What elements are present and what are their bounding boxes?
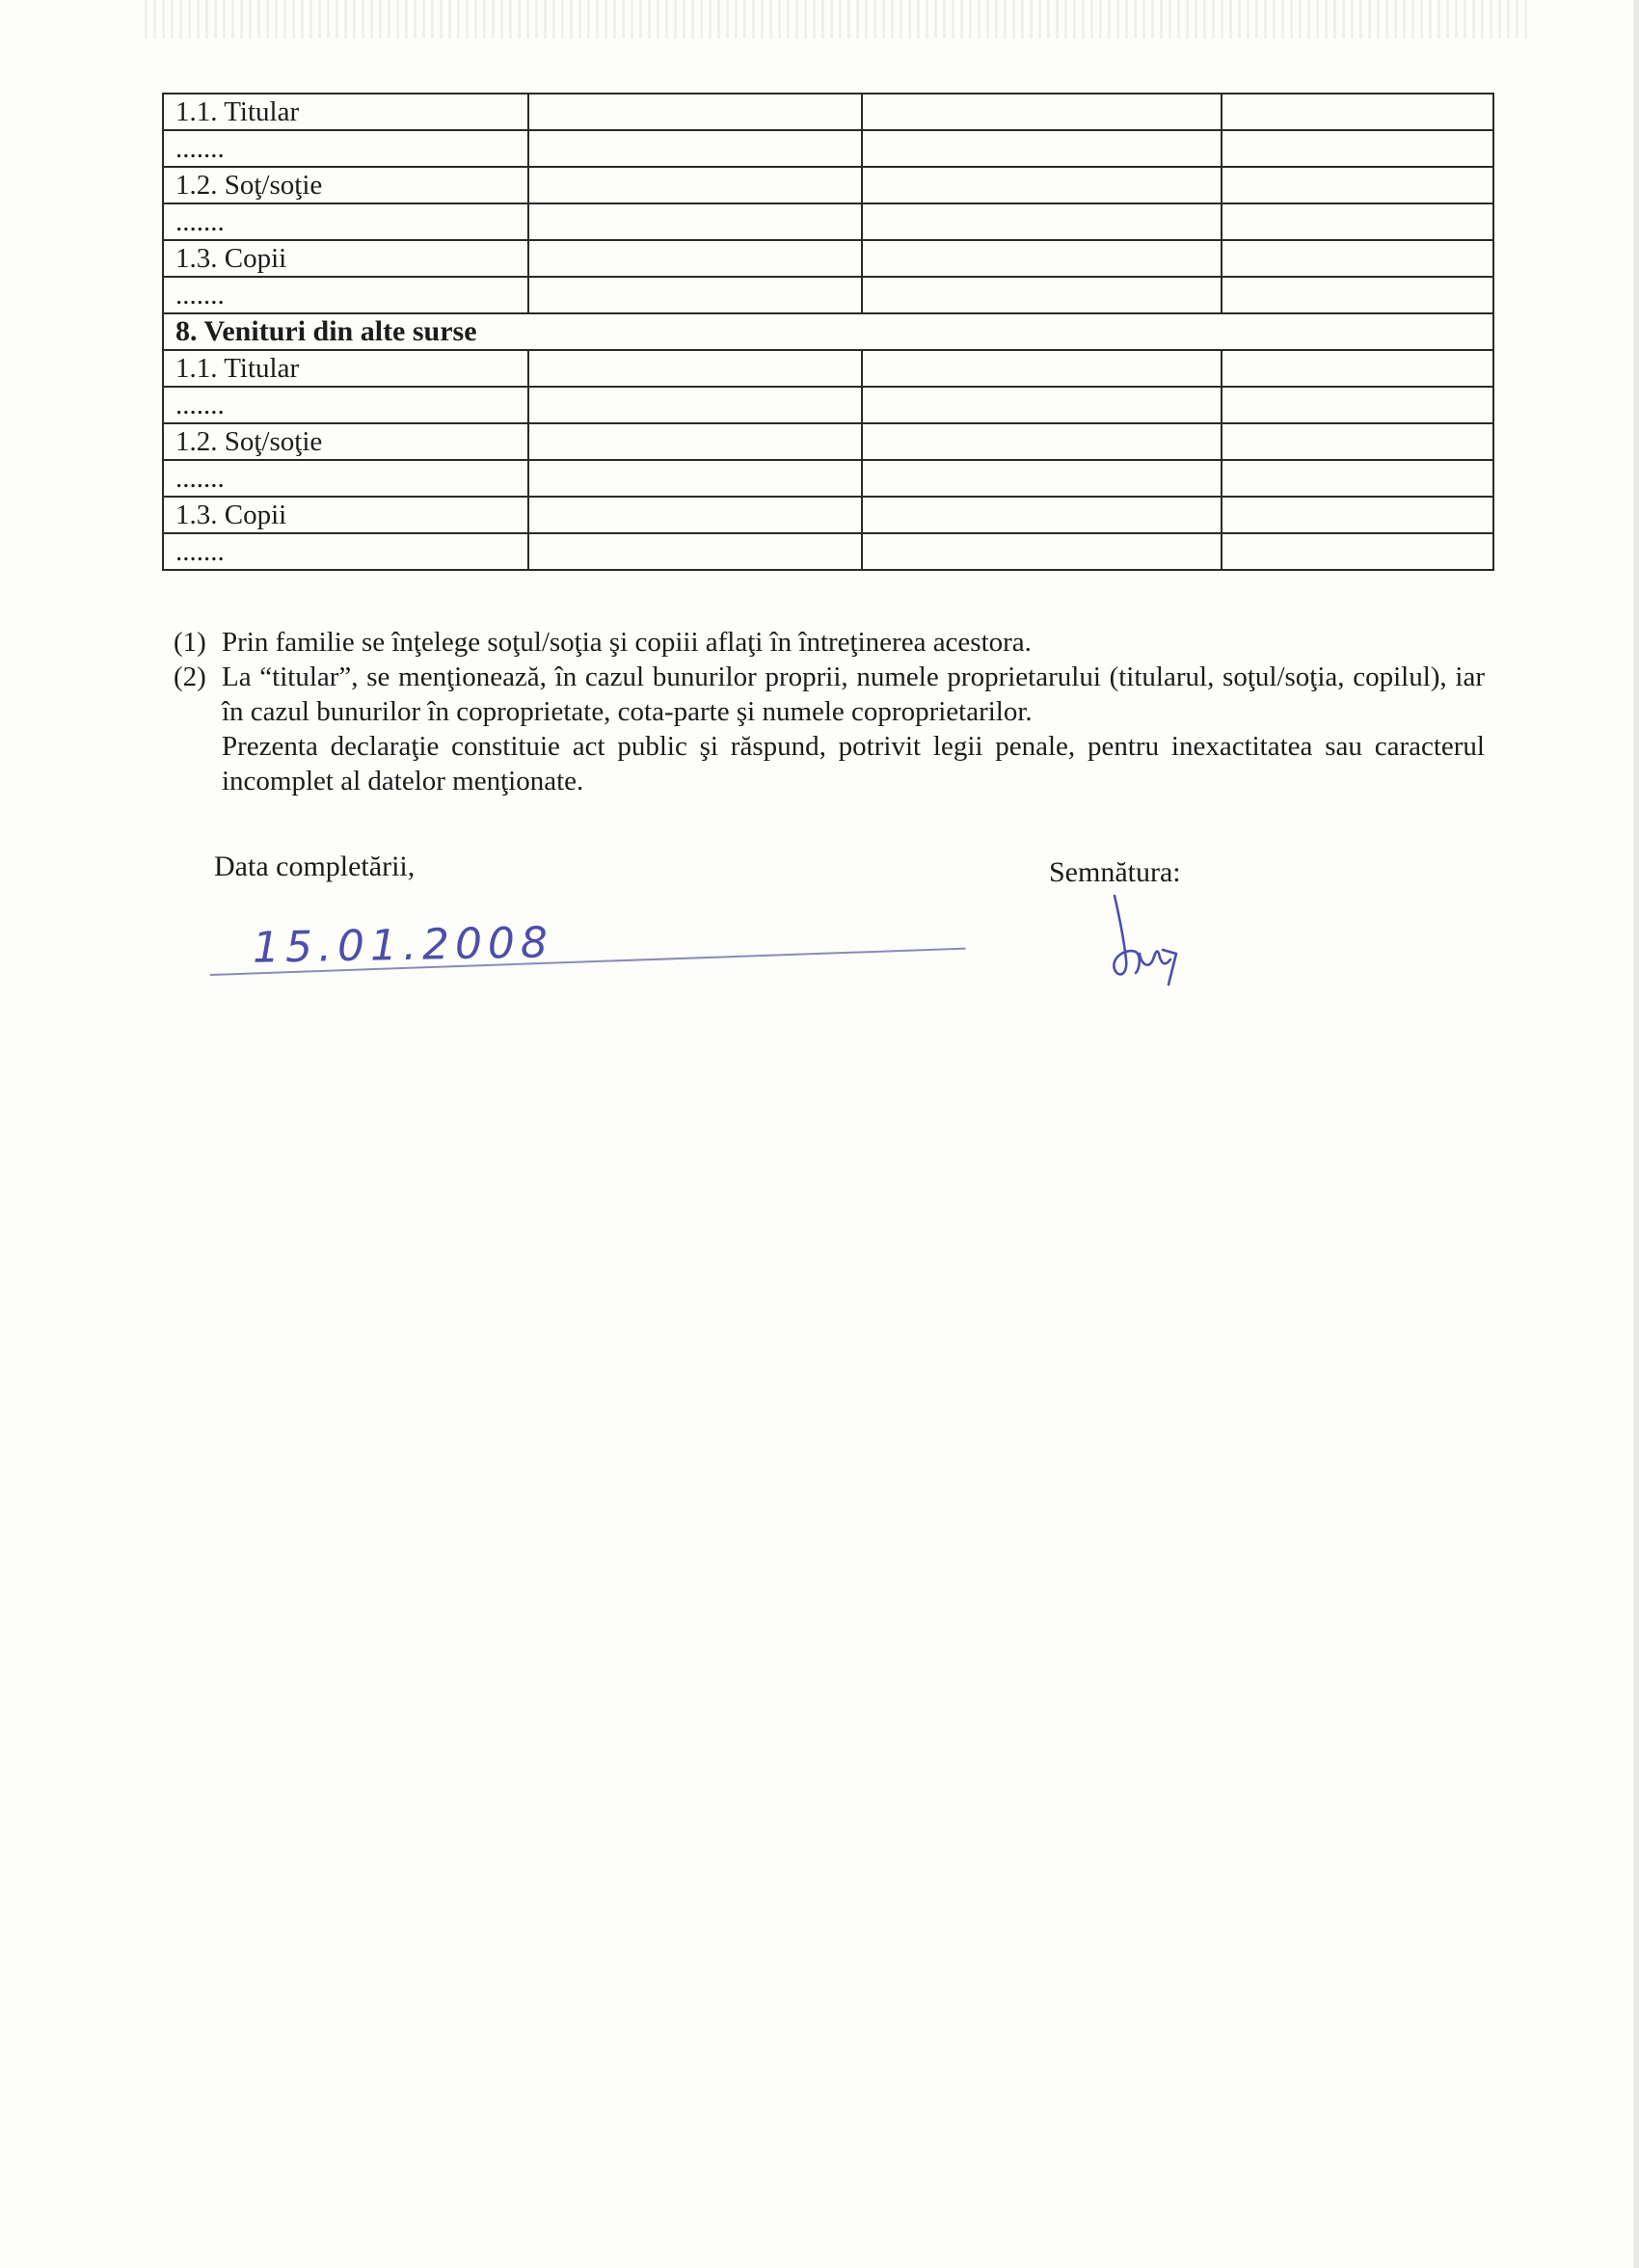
signature-label: Semnătura: bbox=[1049, 856, 1181, 888]
table-cell bbox=[862, 460, 1223, 497]
table-cell bbox=[1222, 203, 1493, 240]
row-label: ....... bbox=[163, 460, 528, 497]
table-cell bbox=[862, 387, 1223, 423]
section-row bbox=[163, 313, 1493, 350]
table-cell bbox=[1222, 423, 1493, 460]
table-cell bbox=[862, 497, 1223, 533]
handwritten-date: 15.01.2008 bbox=[252, 918, 554, 973]
row-label: 1.1. Titular bbox=[163, 94, 528, 130]
row-label: ....... bbox=[163, 203, 528, 240]
footnote-text: Prin familie se înţelege soţul/soţia şi copiii aflaţi în întreţinerea acestora. bbox=[222, 627, 1032, 658]
row-label: ....... bbox=[163, 130, 528, 167]
table-row bbox=[163, 94, 1493, 130]
declaration-text: Prezenta declaraţie constituie act public şi răspund, potrivit legii penale, pentru inexactitatea sau caracterul incomplet al datelor menţionate. bbox=[222, 731, 1485, 796]
table-row bbox=[163, 203, 1493, 240]
table-cell bbox=[1222, 277, 1493, 313]
row-label: 1.3. Copii bbox=[163, 497, 528, 533]
table-cell bbox=[1222, 460, 1493, 497]
table-cell bbox=[528, 387, 862, 423]
table-cell bbox=[528, 203, 862, 240]
table-cell bbox=[1222, 94, 1493, 130]
scan-edge bbox=[1633, 0, 1639, 2268]
table-row bbox=[163, 167, 1493, 203]
row-label: ....... bbox=[163, 387, 528, 423]
table-cell bbox=[528, 460, 862, 497]
section-heading: 8. Venituri din alte surse bbox=[163, 313, 1493, 350]
table-cell bbox=[528, 130, 862, 167]
table-cell bbox=[1222, 240, 1493, 277]
table-cell bbox=[528, 240, 862, 277]
table-row bbox=[163, 387, 1493, 423]
income-table bbox=[162, 93, 1494, 571]
footnote-number: (1) bbox=[174, 627, 206, 658]
table-row bbox=[163, 240, 1493, 277]
row-label: ....... bbox=[163, 533, 528, 570]
footnote-text: La “titular”, se menţionează, în cazul bunurilor proprii, numele proprietarului (titularul, soţul/soţia, copilul), iar în cazul bunurilor în coproprietate, cota-parte şi numele coproprietarilor. bbox=[222, 662, 1485, 727]
table-cell bbox=[862, 533, 1223, 570]
table-cell bbox=[1222, 497, 1493, 533]
table-cell bbox=[1222, 387, 1493, 423]
table-cell bbox=[1222, 533, 1493, 570]
table-row bbox=[163, 423, 1493, 460]
table-cell bbox=[1222, 167, 1493, 203]
row-label: 1.2. Soţ/soţie bbox=[163, 423, 528, 460]
row-label: ....... bbox=[163, 277, 528, 313]
table-cell bbox=[862, 94, 1223, 130]
table-cell bbox=[1222, 350, 1493, 387]
table-cell bbox=[862, 277, 1223, 313]
footnote-1 bbox=[174, 625, 1485, 660]
row-label: 1.3. Copii bbox=[163, 240, 528, 277]
table-row bbox=[163, 277, 1493, 313]
table-cell bbox=[528, 350, 862, 387]
row-label: 1.2. Soţ/soţie bbox=[163, 167, 528, 203]
footnote-number: (2) bbox=[174, 662, 206, 692]
scan-noise bbox=[145, 0, 1533, 39]
date-label: Data completării, bbox=[214, 850, 416, 882]
table-cell bbox=[528, 533, 862, 570]
table-row bbox=[163, 497, 1493, 533]
footnotes bbox=[174, 625, 1485, 798]
table-cell bbox=[528, 167, 862, 203]
table-cell bbox=[1222, 130, 1493, 167]
table-cell bbox=[528, 277, 862, 313]
table-cell bbox=[528, 497, 862, 533]
table-cell bbox=[862, 167, 1223, 203]
table-row bbox=[163, 130, 1493, 167]
table-cell bbox=[862, 130, 1223, 167]
table-cell bbox=[862, 350, 1223, 387]
table-cell bbox=[862, 423, 1223, 460]
table-row bbox=[163, 350, 1493, 387]
table-row bbox=[163, 533, 1493, 570]
table-cell bbox=[528, 94, 862, 130]
table-row bbox=[163, 460, 1493, 497]
table-cell bbox=[862, 203, 1223, 240]
table-cell bbox=[862, 240, 1223, 277]
footnote-2 bbox=[174, 660, 1485, 729]
row-label: 1.1. Titular bbox=[163, 350, 528, 387]
table-cell bbox=[528, 423, 862, 460]
handwritten-signature bbox=[1107, 892, 1194, 988]
